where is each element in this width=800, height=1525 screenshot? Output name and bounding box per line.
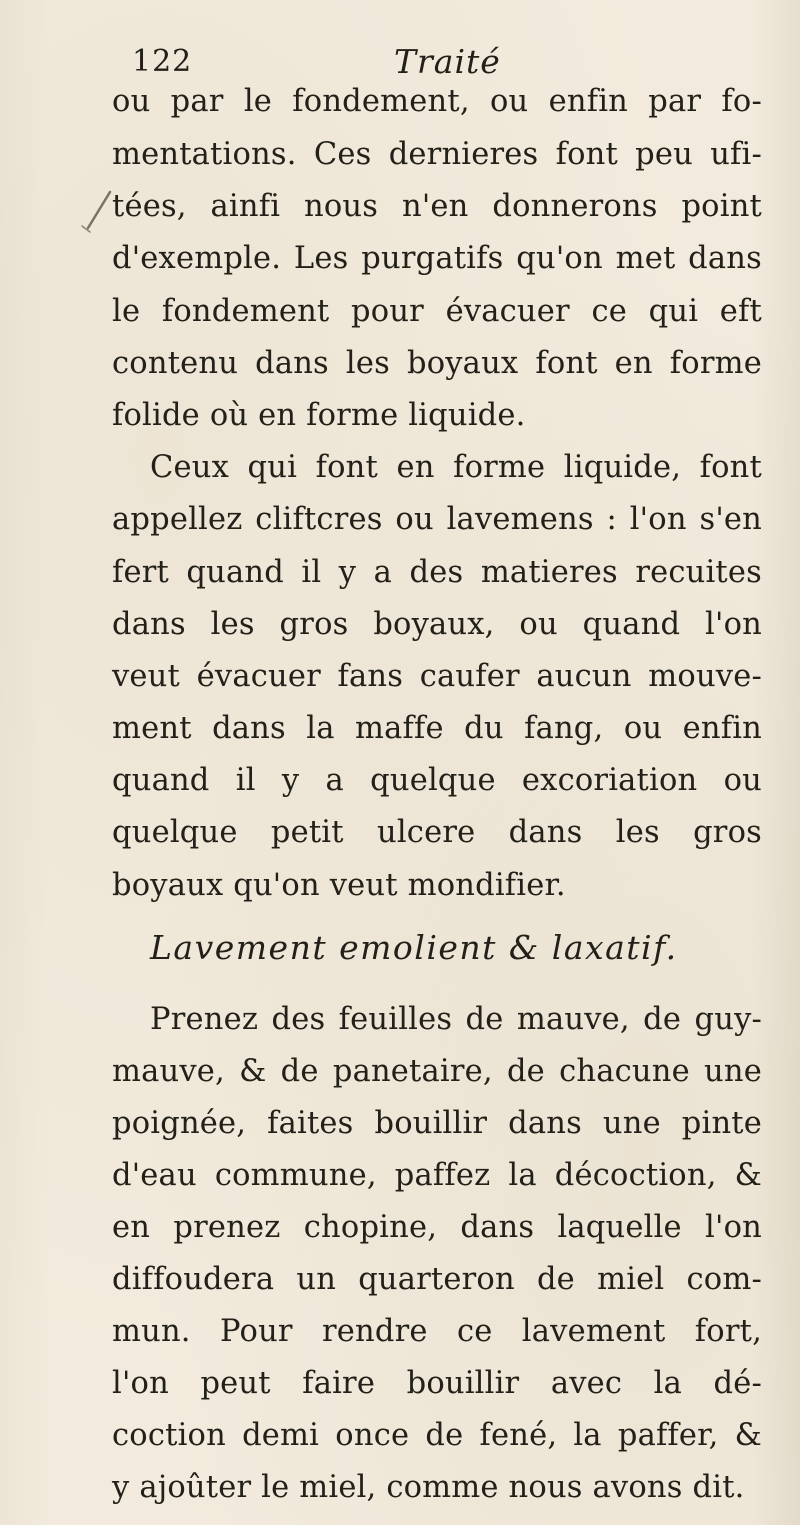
- section-heading: Lavement emolient & laxatif.: [150, 928, 678, 967]
- text-line: en prenez chopine, dans laquelle l'on: [112, 1210, 762, 1245]
- text-line: mauve, & de panetaire, de chacune une: [112, 1054, 762, 1089]
- text-line: mentations. Ces dernieres font peu ufi-: [112, 137, 762, 172]
- text-line: ment dans la maffe du fang, ou enfin: [112, 711, 762, 746]
- text-line: quelque petit ulcere dans les gros: [112, 815, 762, 850]
- pencil-mark-icon: [80, 188, 116, 234]
- page-number: 122: [132, 44, 193, 79]
- text-line: d'eau commune, paffez la décoction, &: [112, 1158, 762, 1193]
- text-line: poignée, faites bouillir dans une pinte: [112, 1106, 762, 1141]
- text-line: quand il y a quelque excoriation ou: [112, 763, 762, 798]
- text-line: folide où en forme liquide.: [112, 398, 526, 433]
- text-line: coction demi once de fené, la paffer, &: [112, 1418, 762, 1453]
- text-line: Prenez des feuilles de mauve, de guy-: [150, 1002, 762, 1037]
- text-line: appellez cliftcres ou lavemens : l'on s'en: [112, 502, 762, 537]
- text-line: y ajoûter le miel, comme nous avons dit.: [112, 1470, 745, 1505]
- text-line: dans les gros boyaux, ou quand l'on: [112, 607, 762, 642]
- text-line: le fondement pour évacuer ce qui eft: [112, 294, 762, 329]
- text-line: Ceux qui font en forme liquide, font: [150, 450, 762, 485]
- text-line: tées, ainfi nous n'en donnerons point: [112, 189, 762, 224]
- text-line: fert quand il y a des matieres recuites: [112, 555, 762, 590]
- text-line: contenu dans les boyaux font en forme: [112, 346, 762, 381]
- text-line: diffoudera un quarteron de miel com-: [112, 1262, 762, 1297]
- text-line: veut évacuer fans caufer aucun mouve-: [112, 659, 762, 694]
- text-line: ou par le fondement, ou enfin par fo-: [112, 84, 762, 119]
- running-head: [132, 38, 652, 88]
- running-title: Traité: [394, 42, 501, 81]
- text-line: mun. Pour rendre ce lavement fort,: [112, 1314, 762, 1349]
- text-line: l'on peut faire bouillir avec la dé-: [112, 1366, 762, 1401]
- text-line: boyaux qu'on veut mondifier.: [112, 868, 566, 903]
- text-line: d'exemple. Les purgatifs qu'on met dans: [112, 241, 762, 276]
